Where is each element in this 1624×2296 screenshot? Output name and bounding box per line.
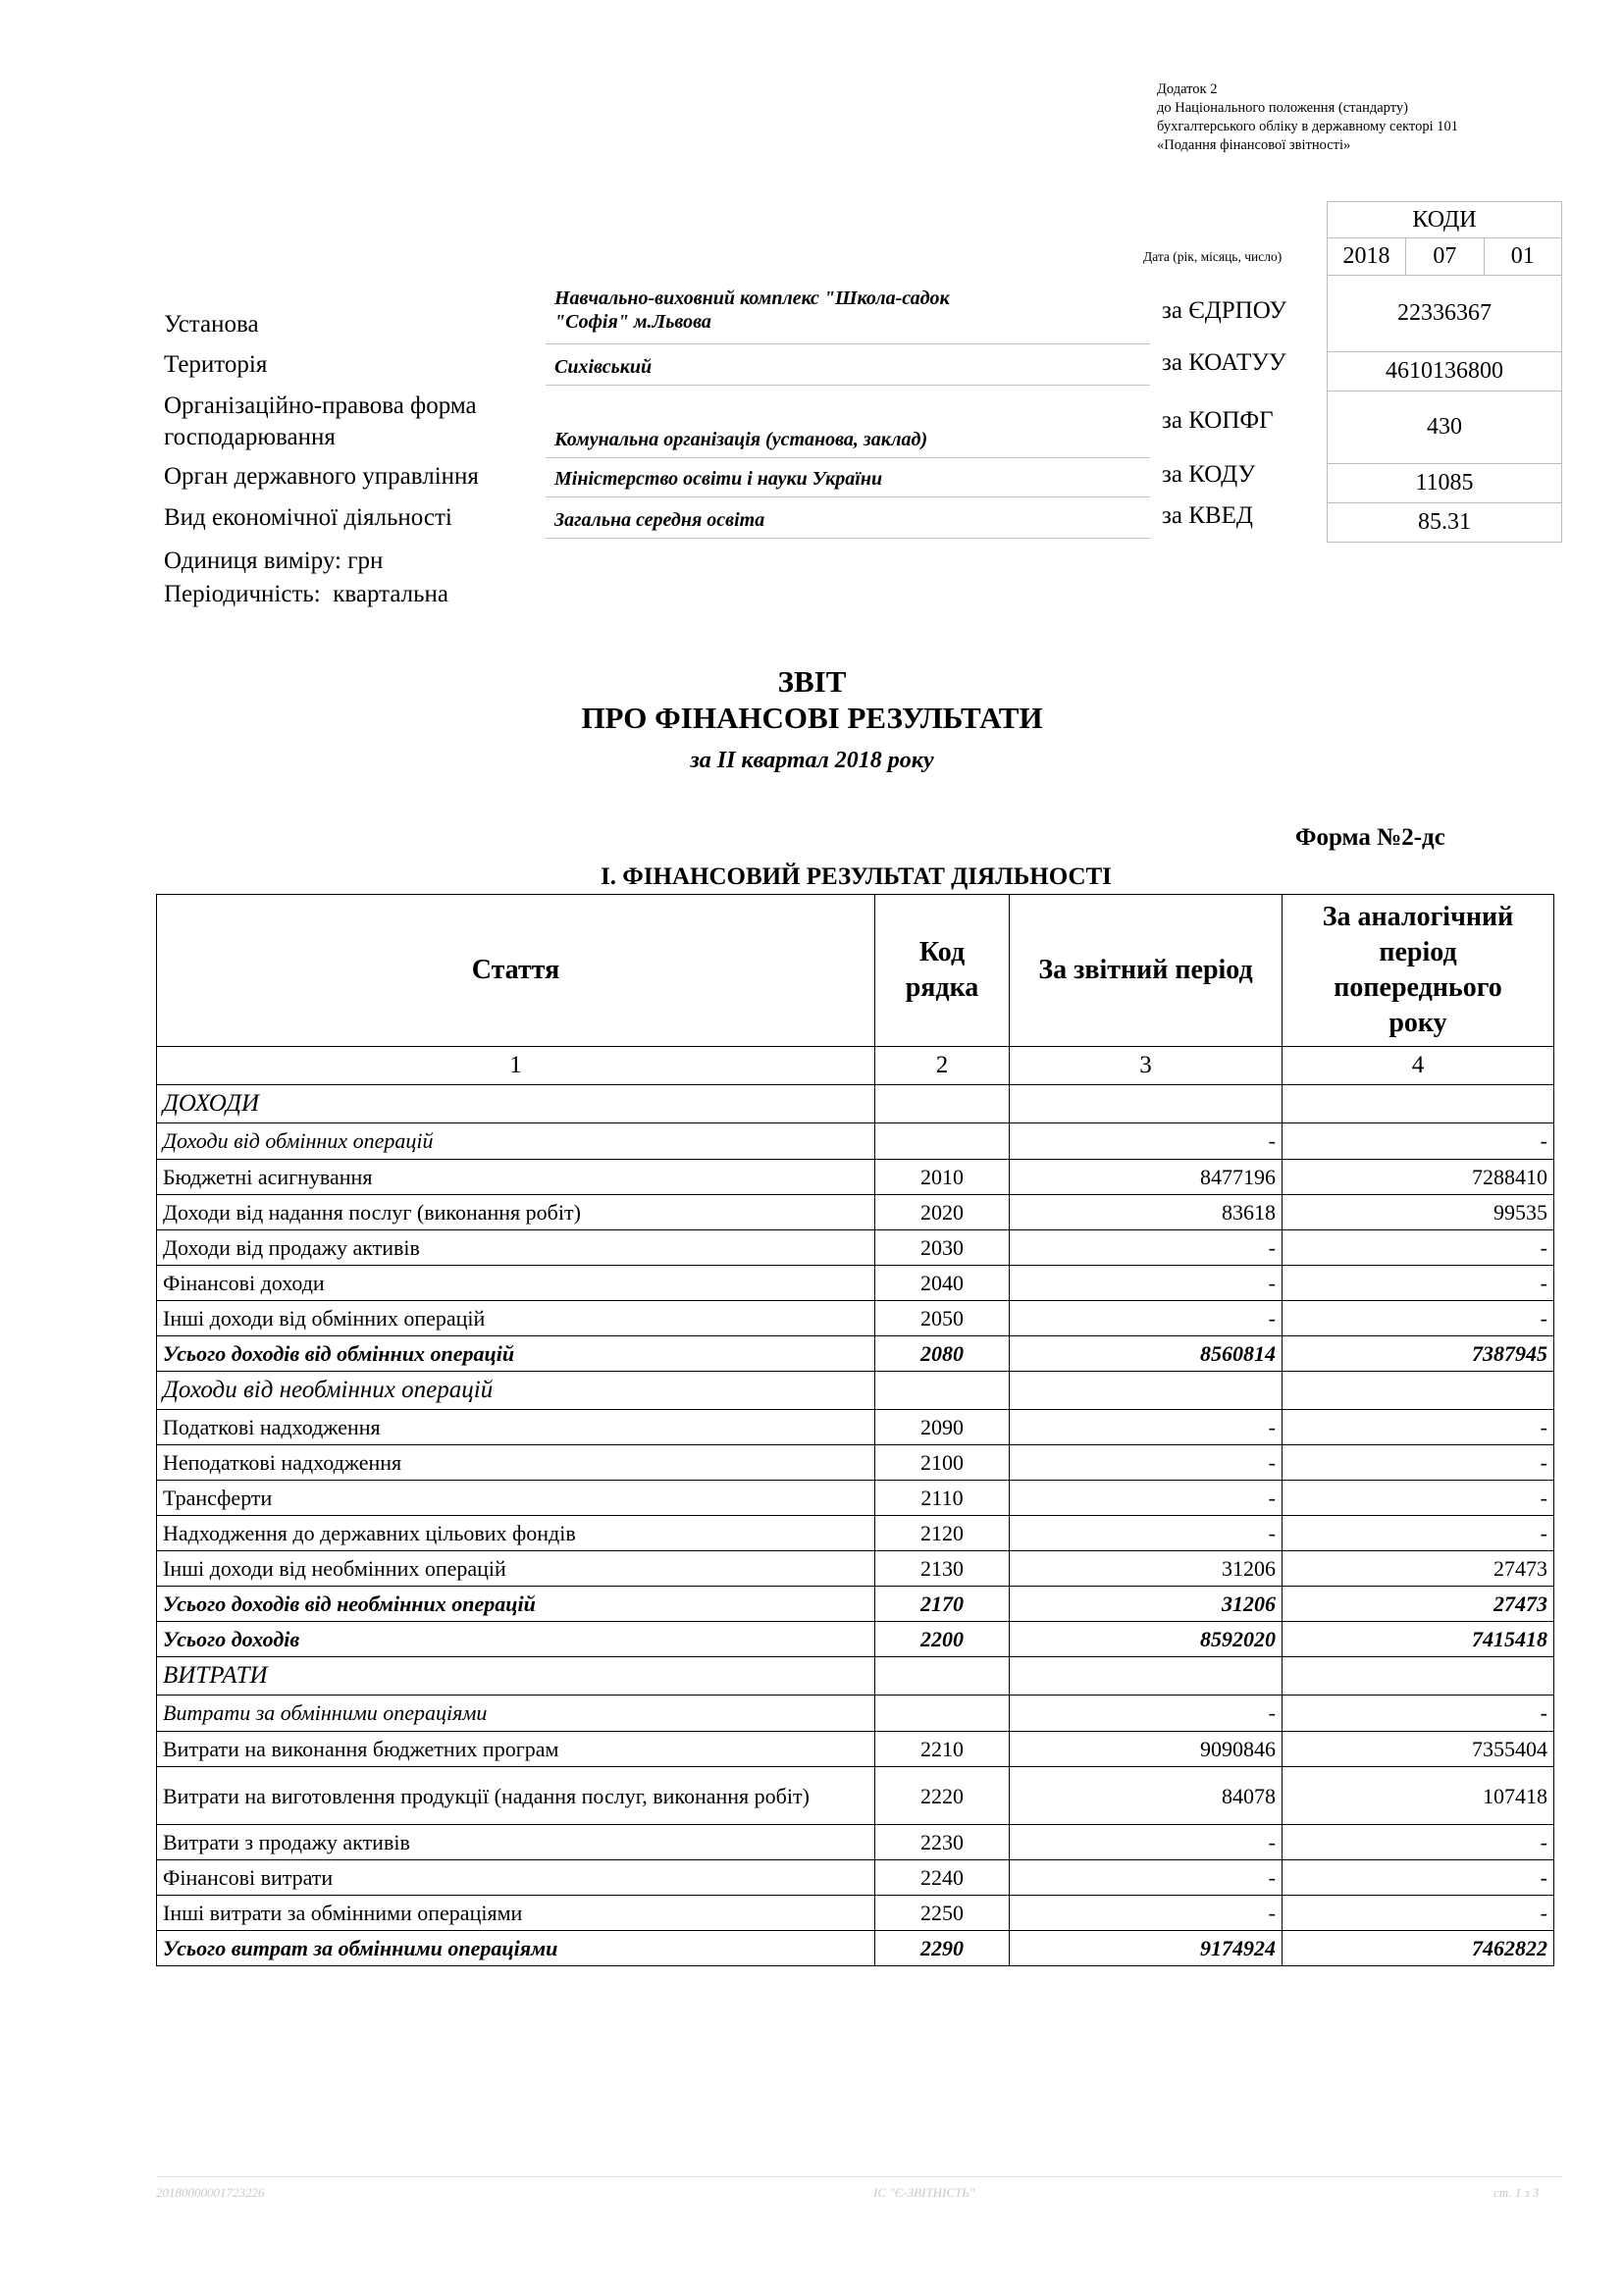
row-current-value bbox=[1010, 1372, 1283, 1410]
row-previous-value: 7355404 bbox=[1283, 1732, 1554, 1767]
row-label: Фінансові доходи bbox=[157, 1266, 875, 1301]
table-row bbox=[157, 1931, 1554, 1966]
row-label: Витрати за обмінними операціями bbox=[157, 1696, 875, 1732]
table-row bbox=[157, 1085, 1554, 1123]
annex-line: бухгалтерського обліку в державному секторі 101 bbox=[1157, 119, 1458, 134]
table-row bbox=[157, 1301, 1554, 1336]
row-code: 2050 bbox=[875, 1301, 1010, 1336]
row-current-value: - bbox=[1010, 1123, 1283, 1160]
row-previous-value: 7415418 bbox=[1283, 1622, 1554, 1657]
row-previous-value: - bbox=[1283, 1230, 1554, 1266]
row-current-value: 9174924 bbox=[1010, 1931, 1283, 1966]
kved-label: за КВЕД bbox=[1162, 502, 1253, 529]
row-label: Усього доходів від обмінних операцій bbox=[157, 1336, 875, 1372]
kopfg-label: за КОПФГ bbox=[1162, 407, 1274, 434]
kopfg-code: 430 bbox=[1328, 391, 1562, 464]
row-previous-value: 7288410 bbox=[1283, 1160, 1554, 1195]
table-row bbox=[157, 1825, 1554, 1860]
date-month: 07 bbox=[1406, 238, 1484, 276]
row-previous-value bbox=[1283, 1372, 1554, 1410]
annex-line: до Національного положення (стандарту) bbox=[1157, 100, 1408, 116]
row-current-value: 31206 bbox=[1010, 1551, 1283, 1587]
table-row bbox=[157, 1767, 1554, 1825]
row-label: ДОХОДИ bbox=[157, 1085, 875, 1123]
report-title: ЗВІТ bbox=[777, 664, 847, 699]
kodu-code: 11085 bbox=[1328, 464, 1562, 503]
table-row bbox=[157, 1195, 1554, 1230]
row-previous-value: 27473 bbox=[1283, 1551, 1554, 1587]
periodicity-label: Періодичність: квартальна bbox=[164, 581, 449, 607]
row-code: 2200 bbox=[875, 1622, 1010, 1657]
activity-underline bbox=[546, 538, 1150, 539]
row-previous-value bbox=[1283, 1085, 1554, 1123]
col-code-header bbox=[875, 895, 1010, 1047]
row-previous-value: - bbox=[1283, 1445, 1554, 1481]
footer-divider bbox=[156, 2176, 1563, 2177]
row-previous-value: 107418 bbox=[1283, 1767, 1554, 1825]
row-previous-value: 7462822 bbox=[1283, 1931, 1554, 1966]
kodu-label: за КОДУ bbox=[1162, 461, 1256, 488]
col-number: 4 bbox=[1283, 1047, 1554, 1085]
row-code: 2240 bbox=[875, 1860, 1010, 1896]
row-label: Доходи від продажу активів bbox=[157, 1230, 875, 1266]
col-previous-header bbox=[1283, 895, 1554, 1047]
row-label: Інші доходи від обмінних операцій bbox=[157, 1301, 875, 1336]
table-row bbox=[157, 1160, 1554, 1195]
report-subtitle: ПРО ФІНАНСОВІ РЕЗУЛЬТАТИ bbox=[581, 701, 1043, 735]
org-form-label bbox=[164, 391, 477, 453]
row-label: Неподаткові надходження bbox=[157, 1445, 875, 1481]
table-row bbox=[157, 1732, 1554, 1767]
report-period: за II квартал 2018 року bbox=[690, 748, 934, 773]
row-previous-value: - bbox=[1283, 1481, 1554, 1516]
row-label: Усього доходів bbox=[157, 1622, 875, 1657]
col-number: 1 bbox=[157, 1047, 875, 1085]
table-row bbox=[157, 1516, 1554, 1551]
row-current-value: - bbox=[1010, 1266, 1283, 1301]
row-current-value: 83618 bbox=[1010, 1195, 1283, 1230]
row-code: 2010 bbox=[875, 1160, 1010, 1195]
col-number: 2 bbox=[875, 1047, 1010, 1085]
row-label: Доходи від надання послуг (виконання робіт) bbox=[157, 1195, 875, 1230]
row-label: Надходження до державних цільових фондів bbox=[157, 1516, 875, 1551]
row-previous-value bbox=[1283, 1657, 1554, 1696]
row-previous-value: - bbox=[1283, 1410, 1554, 1445]
org-form-underline bbox=[546, 457, 1150, 458]
institution-value bbox=[554, 287, 950, 334]
row-previous-value: 27473 bbox=[1283, 1587, 1554, 1622]
row-previous-value: - bbox=[1283, 1896, 1554, 1931]
row-current-value: - bbox=[1010, 1481, 1283, 1516]
col-current-header: За звітний період bbox=[1010, 895, 1283, 1047]
koatuu-label: за КОАТУУ bbox=[1162, 349, 1286, 376]
org-form-label-line: господарювання bbox=[164, 424, 336, 450]
row-label: Інші доходи від необмінних операцій bbox=[157, 1551, 875, 1587]
table-row bbox=[157, 1230, 1554, 1266]
col-previous-header-line: За аналогічний bbox=[1322, 902, 1514, 932]
gov-body-label: Орган державного управління bbox=[164, 463, 479, 490]
row-current-value: 8477196 bbox=[1010, 1160, 1283, 1195]
territory-underline bbox=[546, 385, 1150, 386]
table-row bbox=[157, 1410, 1554, 1445]
date-day: 01 bbox=[1484, 238, 1561, 276]
row-label: Доходи від необмінних операцій bbox=[157, 1372, 875, 1410]
row-previous-value: - bbox=[1283, 1860, 1554, 1896]
row-label: ВИТРАТИ bbox=[157, 1657, 875, 1696]
row-label: Податкові надходження bbox=[157, 1410, 875, 1445]
row-code: 2080 bbox=[875, 1336, 1010, 1372]
row-code: 2090 bbox=[875, 1410, 1010, 1445]
table-row bbox=[157, 1372, 1554, 1410]
codes-table bbox=[1327, 201, 1562, 543]
row-current-value: - bbox=[1010, 1301, 1283, 1336]
row-label: Витрати з продажу активів bbox=[157, 1825, 875, 1860]
annex-note bbox=[1157, 80, 1458, 155]
row-previous-value: - bbox=[1283, 1123, 1554, 1160]
row-current-value bbox=[1010, 1657, 1283, 1696]
section-title: І. ФІНАНСОВИЙ РЕЗУЛЬТАТ ДІЯЛЬНОСТІ bbox=[601, 863, 1112, 890]
codes-header: КОДИ bbox=[1328, 202, 1562, 238]
form-number: Форма №2-дс bbox=[1295, 824, 1445, 851]
col-code-header-line: Код bbox=[918, 937, 966, 967]
row-current-value: - bbox=[1010, 1825, 1283, 1860]
row-current-value: - bbox=[1010, 1696, 1283, 1732]
col-previous-header-line: року bbox=[1388, 1008, 1447, 1038]
row-previous-value: - bbox=[1283, 1266, 1554, 1301]
row-code bbox=[875, 1123, 1010, 1160]
row-code: 2100 bbox=[875, 1445, 1010, 1481]
row-current-value: - bbox=[1010, 1410, 1283, 1445]
table-row bbox=[157, 1587, 1554, 1622]
col-previous-header-line: попереднього bbox=[1334, 972, 1502, 1003]
row-code bbox=[875, 1372, 1010, 1410]
row-current-value: - bbox=[1010, 1516, 1283, 1551]
table-row bbox=[157, 1336, 1554, 1372]
date-year: 2018 bbox=[1328, 238, 1406, 276]
table-row bbox=[157, 1657, 1554, 1696]
row-current-value: 9090846 bbox=[1010, 1732, 1283, 1767]
row-previous-value: - bbox=[1283, 1825, 1554, 1860]
row-code: 2040 bbox=[875, 1266, 1010, 1301]
territory-label: Територія bbox=[164, 351, 268, 378]
row-code bbox=[875, 1696, 1010, 1732]
gov-body-value: Міністерство освіти і науки України bbox=[554, 468, 883, 490]
row-code: 2230 bbox=[875, 1825, 1010, 1860]
row-current-value: 31206 bbox=[1010, 1587, 1283, 1622]
row-code: 2220 bbox=[875, 1767, 1010, 1825]
row-current-value: - bbox=[1010, 1896, 1283, 1931]
gov-body-underline bbox=[546, 496, 1150, 497]
row-code bbox=[875, 1085, 1010, 1123]
institution-value-line: "Софія" м.Львова bbox=[554, 311, 711, 333]
activity-value: Загальна середня освіта bbox=[554, 509, 765, 531]
table-header-row bbox=[157, 895, 1554, 1047]
row-label: Бюджетні асигнування bbox=[157, 1160, 875, 1195]
row-label: Витрати на виконання бюджетних програм bbox=[157, 1732, 875, 1767]
institution-value-line: Навчально-виховний комплекс "Школа-садок bbox=[554, 287, 950, 309]
col-previous-header-line: період bbox=[1379, 937, 1457, 967]
edrpou-label: за ЄДРПОУ bbox=[1162, 297, 1287, 324]
financial-results-table bbox=[156, 894, 1554, 1966]
row-label: Усього витрат за обмінними операціями bbox=[157, 1931, 875, 1966]
row-label: Витрати на виготовлення продукції (надання послуг, виконання робіт) bbox=[157, 1767, 875, 1825]
table-row bbox=[157, 1445, 1554, 1481]
table-row bbox=[157, 1860, 1554, 1896]
col-code-header-line: рядка bbox=[905, 972, 979, 1003]
table-row bbox=[157, 1123, 1554, 1160]
row-current-value: - bbox=[1010, 1230, 1283, 1266]
kved-code: 85.31 bbox=[1328, 503, 1562, 543]
activity-label: Вид економічної діяльності bbox=[164, 504, 452, 531]
row-code bbox=[875, 1657, 1010, 1696]
territory-value: Сихівський bbox=[554, 356, 653, 378]
row-code: 2130 bbox=[875, 1551, 1010, 1587]
table-row bbox=[157, 1622, 1554, 1657]
row-code: 2120 bbox=[875, 1516, 1010, 1551]
row-current-value: - bbox=[1010, 1860, 1283, 1896]
footer-doc-id: 20180000001723226 bbox=[156, 2185, 265, 2200]
row-label: Трансферти bbox=[157, 1481, 875, 1516]
koatuu-code: 4610136800 bbox=[1328, 352, 1562, 391]
col-article-header: Стаття bbox=[157, 895, 875, 1047]
row-previous-value: 7387945 bbox=[1283, 1336, 1554, 1372]
footer-software: ІС "Є-ЗВІТНІСТЬ" bbox=[873, 2185, 975, 2200]
row-code: 2020 bbox=[875, 1195, 1010, 1230]
date-label: Дата (рік, місяць, число) bbox=[1143, 249, 1283, 264]
table-row bbox=[157, 1696, 1554, 1732]
table-row bbox=[157, 1481, 1554, 1516]
org-form-label-line: Організаційно-правова форма bbox=[164, 392, 477, 419]
row-code: 2290 bbox=[875, 1931, 1010, 1966]
row-label: Усього доходів від необмінних операцій bbox=[157, 1587, 875, 1622]
row-code: 2250 bbox=[875, 1896, 1010, 1931]
institution-label: Установа bbox=[164, 311, 259, 338]
col-number: 3 bbox=[1010, 1047, 1283, 1085]
row-previous-value: - bbox=[1283, 1516, 1554, 1551]
row-current-value: 8560814 bbox=[1010, 1336, 1283, 1372]
row-code: 2110 bbox=[875, 1481, 1010, 1516]
row-current-value: 8592020 bbox=[1010, 1622, 1283, 1657]
unit-label: Одиниця виміру: грн bbox=[164, 548, 384, 574]
row-label: Фінансові витрати bbox=[157, 1860, 875, 1896]
row-code: 2170 bbox=[875, 1587, 1010, 1622]
table-row bbox=[157, 1266, 1554, 1301]
org-form-value: Комунальна організація (установа, заклад) bbox=[554, 429, 928, 450]
annex-line: «Подання фінансової звітності» bbox=[1157, 137, 1351, 153]
row-label: Доходи від обмінних операцій bbox=[157, 1123, 875, 1160]
row-previous-value: - bbox=[1283, 1696, 1554, 1732]
row-current-value bbox=[1010, 1085, 1283, 1123]
row-current-value: 84078 bbox=[1010, 1767, 1283, 1825]
column-numbers-row bbox=[157, 1047, 1554, 1085]
row-code: 2030 bbox=[875, 1230, 1010, 1266]
row-code: 2210 bbox=[875, 1732, 1010, 1767]
row-previous-value: 99535 bbox=[1283, 1195, 1554, 1230]
row-previous-value: - bbox=[1283, 1301, 1554, 1336]
table-row bbox=[157, 1551, 1554, 1587]
row-current-value: - bbox=[1010, 1445, 1283, 1481]
footer-page: ст. 1 з 3 bbox=[1493, 2185, 1540, 2200]
table-row bbox=[157, 1896, 1554, 1931]
annex-line: Додаток 2 bbox=[1157, 81, 1218, 97]
edrpou-code: 22336367 bbox=[1328, 276, 1562, 352]
row-label: Інші витрати за обмінними операціями bbox=[157, 1896, 875, 1931]
institution-underline bbox=[546, 343, 1150, 344]
